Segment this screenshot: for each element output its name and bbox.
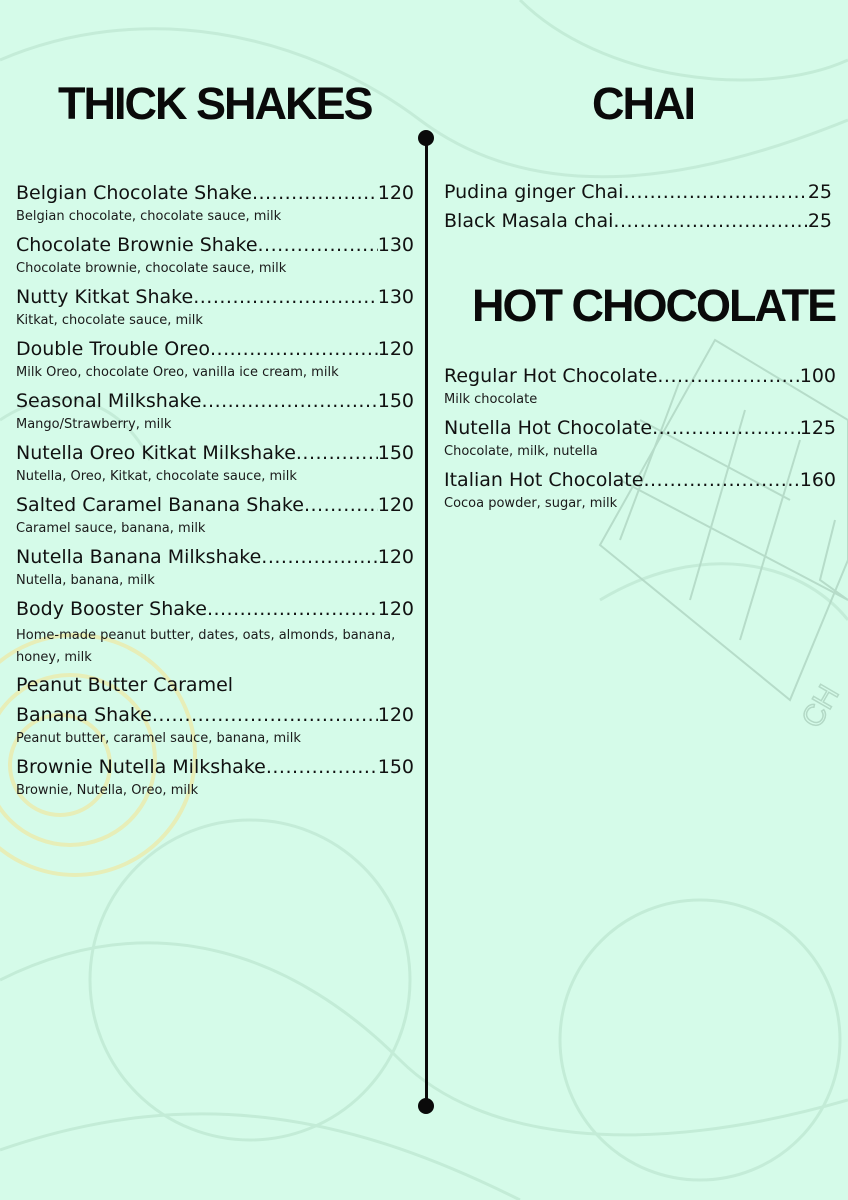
hot-chocolate-list [444,363,836,519]
menu-item [444,363,836,408]
item-name: Double Trouble Oreo [16,338,210,360]
item-description: Cocoa powder, sugar, milk [444,496,618,511]
item-name: Seasonal Milkshake [16,390,202,412]
item-price: 100 [799,365,836,387]
svg-text:CH: CH [795,679,846,734]
menu-item [16,596,414,669]
item-description: Nutella, Oreo, Kitkat, chocolate sauce, milk [16,469,297,484]
item-description: Peanut butter, caramel sauce, banana, milk [16,731,301,746]
dot-leader [252,180,378,206]
item-description: Home-made peanut butter, dates, oats, almonds, banana, honey, milk [16,628,396,665]
item-description: Chocolate brownie, chocolate sauce, milk [16,261,287,276]
item-name: Brownie Nutella Milkshake [16,756,266,778]
menu-item [16,440,414,485]
item-description: Caramel sauce, banana, milk [16,521,206,536]
section-title-thick-shakes: THICK SHAKES [58,78,372,129]
section-title-hot-chocolate: HOT CHOCOLATE [472,280,836,331]
item-name: Body Booster Shake [16,598,207,620]
item-price: 150 [377,756,414,778]
menu-item [16,388,414,433]
item-price: 125 [799,417,836,439]
item-description: Belgian chocolate, chocolate sauce, milk [16,209,282,224]
item-description: Kitkat, chocolate sauce, milk [16,313,203,328]
menu-item [16,284,414,329]
menu-item [444,467,836,512]
menu-item [444,415,836,460]
item-price: 120 [377,338,414,360]
dot-leader [643,467,799,493]
dot-leader [152,702,378,728]
menu-item [444,179,832,205]
dot-leader [207,596,378,622]
dot-leader [261,544,377,570]
chai-list [444,179,832,234]
item-name: Nutella Oreo Kitkat Milkshake [16,442,296,464]
item-name: Salted Caramel Banana Shake [16,494,304,516]
item-name: Italian Hot Chocolate [444,469,644,491]
dot-leader [193,284,378,310]
item-price: 120 [377,182,414,204]
section-title-chai: CHAI [592,78,694,129]
menu-item [16,754,414,799]
dot-leader [210,336,378,362]
item-price: 120 [377,494,414,516]
menu-item [16,336,414,381]
menu-item [16,544,414,589]
item-name: Regular Hot Chocolate [444,365,658,387]
item-name: Chocolate Brownie Shake [16,234,258,256]
item-name: Black Masala chai [444,210,614,232]
item-price: 25 [807,181,832,203]
dot-leader [304,492,378,518]
item-description: Mango/Strawberry, milk [16,417,172,432]
menu-item [16,232,414,277]
item-name: Banana Shake [16,704,152,726]
item-price: 160 [799,469,836,491]
item-name: Nutty Kitkat Shake [16,286,194,308]
menu-item [16,672,414,747]
dot-leader [623,179,807,205]
divider-top-dot [418,130,434,146]
menu-item [444,208,832,234]
item-price: 130 [377,234,414,256]
dot-leader [652,415,800,441]
item-name: Nutella Hot Chocolate [444,417,653,439]
column-divider [425,138,428,1106]
dot-leader [657,363,799,389]
dot-leader [613,208,807,234]
dot-leader [266,754,378,780]
item-description: Nutella, banana, milk [16,573,155,588]
item-name: Nutella Banana Milkshake [16,546,262,568]
item-price: 130 [377,286,414,308]
dot-leader [201,388,377,414]
item-description: Brownie, Nutella, Oreo, milk [16,783,199,798]
item-price: 120 [377,704,414,726]
thick-shakes-list [16,180,414,806]
item-price: 150 [377,442,414,464]
item-name-line1: Peanut Butter Caramel [16,674,234,696]
item-description: Milk Oreo, chocolate Oreo, vanilla ice cream, milk [16,365,339,380]
dot-leader [296,440,378,466]
item-price: 120 [377,598,414,620]
item-price: 150 [377,390,414,412]
item-name: Pudina ginger Chai [444,181,624,203]
menu-item [16,492,414,537]
item-price: 120 [377,546,414,568]
item-description: Chocolate, milk, nutella [444,444,598,459]
menu-item [16,180,414,225]
item-price: 25 [807,210,832,232]
divider-bottom-dot [418,1098,434,1114]
item-description: Milk chocolate [444,392,538,407]
dot-leader [258,232,378,258]
item-name: Belgian Chocolate Shake [16,182,252,204]
